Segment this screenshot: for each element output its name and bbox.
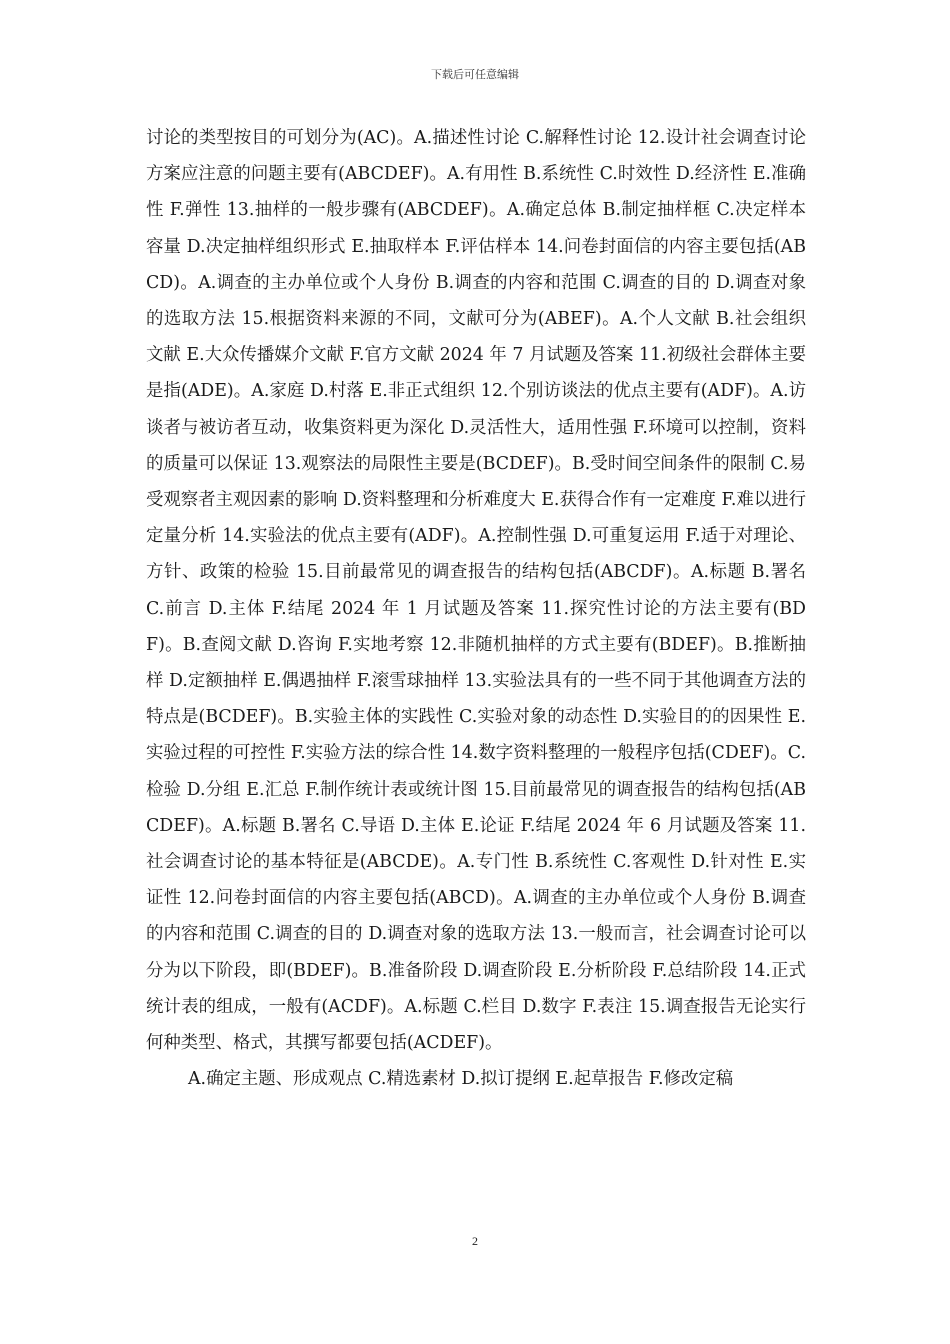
page-header: 下载后可任意编辑	[431, 68, 519, 81]
page-number: 2	[472, 1234, 478, 1248]
body-paragraph: 讨论的类型按目的可划分为(AC)。A.描述性讨论 C.解释性讨论 12.设计社会调查讨论方案应注意的问题主要有(ABCDEF)。A.有用性 B.系统性 C.时效性 D.经济性 E.准确性 F.弹性 13.抽样的一般步骤有(ABCDEF)。A.确定总体 B.制定抽样框 C.决定样本容量 D.决定抽样组织形式 E.抽取样本 F.评估样本 14.问卷封面信的内容主要包括(ABCD)。A.调查的主办单位或个人身份 B.调查的内容和范围 C.调查的目的 D.调查对象的选取方法 15.根据资料来源的不同，文献可分为(ABEF)。A.个人文献 B.社会组织文献 E.大众传播媒介文献 F.官方文献 2024 年 7 月试题及答案 11.初级社会群体主要是指(ADE)。A.家庭 D.村落 E.非正式组织 12.个别访谈法的优点主要有(ADF)。A.访谈者与被访者互动，收集资料更为深化 D.灵活性大，适用性强 F.环境可以控制，资料的质量可以保证 13.观察法的局限性主要是(BCDEF)。B.受时间空间条件的限制 C.易受观察者主观因素的影响 D.资料整理和分析难度大 E.获得合作有一定难度 F.难以进行定量分析 14.实验法的优点主要有(ADF)。A.控制性强 D.可重复运用 F.适于对理论、方针、政策的检验 15.目前最常见的调查报告的结构包括(ABCDF)。A.标题 B.署名 C.前言 D.主体 F.结尾 2024 年 1 月试题及答案 11.探究性讨论的方法主要有(BDF)。B.查阅文献 D.咨询 F.实地考察 12.非随机抽样的方式主要有(BDEF)。B.推断抽样 D.定额抽样 E.偶遇抽样 F.滚雪球抽样 13.实验法具有的一些不同于其他调查方法的特点是(BCDEF)。B.实验主体的实践性 C.实验对象的动态性 D.实验目的的因果性 E.实验过程的可控性 F.实验方法的综合性 14.数字资料整理的一般程序包括(CDEF)。C.检验 D.分组 E.汇总 F.制作统计表或统计图 15.目前最常见的调查报告的结构包括(ABCDEF)。A.标题 B.署名 C.导语 D.主体 E.论证 F.结尾 2024 年 6 月试题及答案 11.社会调查讨论的基本特征是(ABCDE)。A.专门性 B.系统性 C.客观性 D.针对性 E.实证性 12.问卷封面信的内容主要包括(ABCD)。A.调查的主办单位或个人身份 B.调查的内容和范围 C.调查的目的 D.调查对象的选取方法 13.一般而言，社会调查讨论可以分为以下阶段，即(BDEF)。B.准备阶段 D.调查阶段 E.分析阶段 F.总结阶段 14.正式统计表的组成，一般有(ACDF)。A.标题 C.栏目 D.数字 F.表注 15.调查报告无论实行何种类型、格式，其撰写都要包括(ACDEF)。	[146, 128, 806, 1054]
document-body	[146, 120, 806, 1097]
body-paragraph: A.确定主题、形成观点 C.精选素材 D.拟订提纲 E.起草报告 F.修改定稿	[188, 1069, 734, 1090]
